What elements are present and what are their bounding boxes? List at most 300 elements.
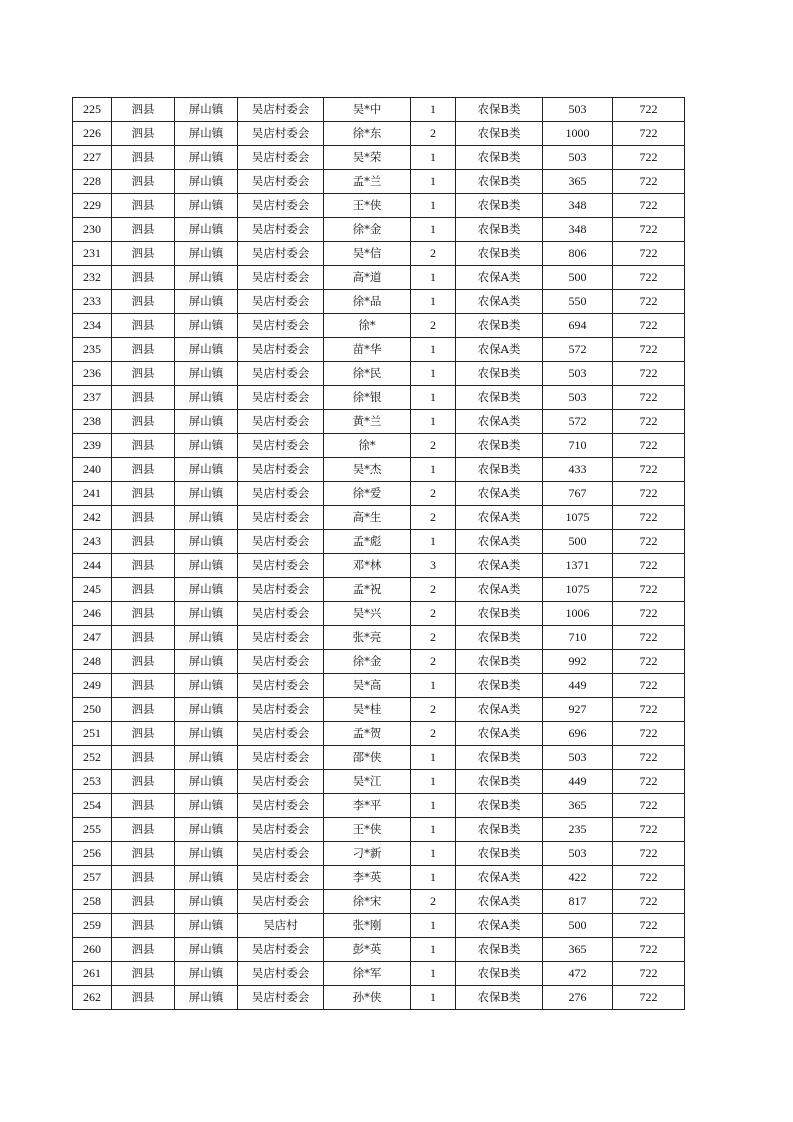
village-cell: 吴店村委会 bbox=[238, 146, 324, 170]
household-size-cell: 1 bbox=[411, 218, 456, 242]
table-row bbox=[73, 602, 685, 626]
name-cell: 吴*高 bbox=[324, 674, 411, 698]
town-cell: 屏山镇 bbox=[175, 962, 238, 986]
village-cell: 吴店村委会 bbox=[238, 266, 324, 290]
name-cell: 徐*民 bbox=[324, 362, 411, 386]
town-cell: 屏山镇 bbox=[175, 794, 238, 818]
county-cell: 泗县 bbox=[112, 242, 175, 266]
category-cell: 农保B类 bbox=[456, 362, 543, 386]
county-cell: 泗县 bbox=[112, 530, 175, 554]
category-cell: 农保A类 bbox=[456, 698, 543, 722]
category-cell: 农保A类 bbox=[456, 554, 543, 578]
town-cell: 屏山镇 bbox=[175, 458, 238, 482]
town-cell: 屏山镇 bbox=[175, 122, 238, 146]
row-number-cell: 234 bbox=[73, 314, 112, 338]
name-cell: 徐*宋 bbox=[324, 890, 411, 914]
category-cell: 农保B类 bbox=[456, 770, 543, 794]
village-cell: 吴店村委会 bbox=[238, 866, 324, 890]
town-cell: 屏山镇 bbox=[175, 194, 238, 218]
town-cell: 屏山镇 bbox=[175, 410, 238, 434]
name-cell: 孙*侠 bbox=[324, 986, 411, 1010]
table-row bbox=[73, 794, 685, 818]
town-cell: 屏山镇 bbox=[175, 770, 238, 794]
standard-cell: 722 bbox=[613, 314, 685, 338]
town-cell: 屏山镇 bbox=[175, 506, 238, 530]
town-cell: 屏山镇 bbox=[175, 218, 238, 242]
town-cell: 屏山镇 bbox=[175, 866, 238, 890]
town-cell: 屏山镇 bbox=[175, 722, 238, 746]
category-cell: 农保B类 bbox=[456, 314, 543, 338]
name-cell: 吴*信 bbox=[324, 242, 411, 266]
category-cell: 农保B类 bbox=[456, 650, 543, 674]
category-cell: 农保A类 bbox=[456, 722, 543, 746]
amount-cell: 235 bbox=[543, 818, 613, 842]
row-number-cell: 250 bbox=[73, 698, 112, 722]
town-cell: 屏山镇 bbox=[175, 146, 238, 170]
amount-cell: 1075 bbox=[543, 506, 613, 530]
standard-cell: 722 bbox=[613, 194, 685, 218]
village-cell: 吴店村委会 bbox=[238, 722, 324, 746]
row-number-cell: 242 bbox=[73, 506, 112, 530]
county-cell: 泗县 bbox=[112, 986, 175, 1010]
table-row bbox=[73, 362, 685, 386]
amount-cell: 1006 bbox=[543, 602, 613, 626]
data-table bbox=[72, 97, 685, 1010]
name-cell: 吴*兴 bbox=[324, 602, 411, 626]
row-number-cell: 254 bbox=[73, 794, 112, 818]
county-cell: 泗县 bbox=[112, 290, 175, 314]
household-size-cell: 1 bbox=[411, 866, 456, 890]
table-row bbox=[73, 866, 685, 890]
category-cell: 农保B类 bbox=[456, 122, 543, 146]
category-cell: 农保A类 bbox=[456, 578, 543, 602]
row-number-cell: 245 bbox=[73, 578, 112, 602]
category-cell: 农保B类 bbox=[456, 962, 543, 986]
amount-cell: 348 bbox=[543, 194, 613, 218]
name-cell: 徐*金 bbox=[324, 218, 411, 242]
amount-cell: 503 bbox=[543, 386, 613, 410]
standard-cell: 722 bbox=[613, 338, 685, 362]
standard-cell: 722 bbox=[613, 170, 685, 194]
household-size-cell: 1 bbox=[411, 914, 456, 938]
town-cell: 屏山镇 bbox=[175, 842, 238, 866]
name-cell: 高*生 bbox=[324, 506, 411, 530]
name-cell: 徐*品 bbox=[324, 290, 411, 314]
county-cell: 泗县 bbox=[112, 458, 175, 482]
category-cell: 农保B类 bbox=[456, 98, 543, 122]
category-cell: 农保B类 bbox=[456, 674, 543, 698]
town-cell: 屏山镇 bbox=[175, 554, 238, 578]
county-cell: 泗县 bbox=[112, 722, 175, 746]
table-row bbox=[73, 386, 685, 410]
household-size-cell: 1 bbox=[411, 386, 456, 410]
amount-cell: 992 bbox=[543, 650, 613, 674]
village-cell: 吴店村委会 bbox=[238, 170, 324, 194]
household-size-cell: 2 bbox=[411, 122, 456, 146]
village-cell: 吴店村委会 bbox=[238, 602, 324, 626]
category-cell: 农保B类 bbox=[456, 938, 543, 962]
village-cell: 吴店村委会 bbox=[238, 986, 324, 1010]
town-cell: 屏山镇 bbox=[175, 386, 238, 410]
standard-cell: 722 bbox=[613, 122, 685, 146]
amount-cell: 433 bbox=[543, 458, 613, 482]
category-cell: 农保B类 bbox=[456, 842, 543, 866]
county-cell: 泗县 bbox=[112, 218, 175, 242]
name-cell: 徐*银 bbox=[324, 386, 411, 410]
name-cell: 王*侠 bbox=[324, 818, 411, 842]
county-cell: 泗县 bbox=[112, 674, 175, 698]
village-cell: 吴店村委会 bbox=[238, 434, 324, 458]
county-cell: 泗县 bbox=[112, 122, 175, 146]
name-cell: 李*平 bbox=[324, 794, 411, 818]
standard-cell: 722 bbox=[613, 674, 685, 698]
amount-cell: 365 bbox=[543, 794, 613, 818]
household-size-cell: 1 bbox=[411, 98, 456, 122]
village-cell: 吴店村委会 bbox=[238, 482, 324, 506]
amount-cell: 503 bbox=[543, 362, 613, 386]
name-cell: 李*英 bbox=[324, 866, 411, 890]
standard-cell: 722 bbox=[613, 530, 685, 554]
name-cell: 邓*林 bbox=[324, 554, 411, 578]
name-cell: 徐*东 bbox=[324, 122, 411, 146]
village-cell: 吴店村委会 bbox=[238, 314, 324, 338]
village-cell: 吴店村委会 bbox=[238, 674, 324, 698]
household-size-cell: 2 bbox=[411, 626, 456, 650]
amount-cell: 503 bbox=[543, 146, 613, 170]
county-cell: 泗县 bbox=[112, 410, 175, 434]
row-number-cell: 233 bbox=[73, 290, 112, 314]
amount-cell: 503 bbox=[543, 842, 613, 866]
village-cell: 吴店村委会 bbox=[238, 794, 324, 818]
category-cell: 农保B类 bbox=[456, 602, 543, 626]
county-cell: 泗县 bbox=[112, 506, 175, 530]
standard-cell: 722 bbox=[613, 482, 685, 506]
village-cell: 吴店村委会 bbox=[238, 458, 324, 482]
name-cell: 苗*华 bbox=[324, 338, 411, 362]
village-cell: 吴店村委会 bbox=[238, 770, 324, 794]
row-number-cell: 230 bbox=[73, 218, 112, 242]
county-cell: 泗县 bbox=[112, 962, 175, 986]
town-cell: 屏山镇 bbox=[175, 938, 238, 962]
village-cell: 吴店村委会 bbox=[238, 386, 324, 410]
household-size-cell: 2 bbox=[411, 314, 456, 338]
town-cell: 屏山镇 bbox=[175, 914, 238, 938]
county-cell: 泗县 bbox=[112, 794, 175, 818]
household-size-cell: 2 bbox=[411, 650, 456, 674]
household-size-cell: 1 bbox=[411, 674, 456, 698]
household-size-cell: 2 bbox=[411, 434, 456, 458]
standard-cell: 722 bbox=[613, 290, 685, 314]
village-cell: 吴店村委会 bbox=[238, 290, 324, 314]
category-cell: 农保A类 bbox=[456, 530, 543, 554]
row-number-cell: 240 bbox=[73, 458, 112, 482]
table-row bbox=[73, 530, 685, 554]
village-cell: 吴店村委会 bbox=[238, 818, 324, 842]
amount-cell: 348 bbox=[543, 218, 613, 242]
town-cell: 屏山镇 bbox=[175, 650, 238, 674]
table-row bbox=[73, 242, 685, 266]
standard-cell: 722 bbox=[613, 242, 685, 266]
name-cell: 徐* bbox=[324, 434, 411, 458]
amount-cell: 500 bbox=[543, 530, 613, 554]
village-cell: 吴店村委会 bbox=[238, 890, 324, 914]
village-cell: 吴店村 bbox=[238, 914, 324, 938]
town-cell: 屏山镇 bbox=[175, 818, 238, 842]
county-cell: 泗县 bbox=[112, 626, 175, 650]
standard-cell: 722 bbox=[613, 434, 685, 458]
household-size-cell: 2 bbox=[411, 698, 456, 722]
table-row bbox=[73, 458, 685, 482]
county-cell: 泗县 bbox=[112, 890, 175, 914]
village-cell: 吴店村委会 bbox=[238, 962, 324, 986]
county-cell: 泗县 bbox=[112, 98, 175, 122]
standard-cell: 722 bbox=[613, 410, 685, 434]
table-row bbox=[73, 290, 685, 314]
row-number-cell: 241 bbox=[73, 482, 112, 506]
category-cell: 农保B类 bbox=[456, 170, 543, 194]
name-cell: 吴*中 bbox=[324, 98, 411, 122]
county-cell: 泗县 bbox=[112, 602, 175, 626]
household-size-cell: 1 bbox=[411, 410, 456, 434]
household-size-cell: 1 bbox=[411, 266, 456, 290]
standard-cell: 722 bbox=[613, 698, 685, 722]
name-cell: 徐*爱 bbox=[324, 482, 411, 506]
village-cell: 吴店村委会 bbox=[238, 530, 324, 554]
town-cell: 屏山镇 bbox=[175, 290, 238, 314]
county-cell: 泗县 bbox=[112, 386, 175, 410]
table-row bbox=[73, 626, 685, 650]
household-size-cell: 1 bbox=[411, 338, 456, 362]
name-cell: 吴*荣 bbox=[324, 146, 411, 170]
county-cell: 泗县 bbox=[112, 698, 175, 722]
standard-cell: 722 bbox=[613, 746, 685, 770]
household-size-cell: 2 bbox=[411, 890, 456, 914]
table-row bbox=[73, 98, 685, 122]
county-cell: 泗县 bbox=[112, 866, 175, 890]
village-cell: 吴店村委会 bbox=[238, 410, 324, 434]
amount-cell: 276 bbox=[543, 986, 613, 1010]
row-number-cell: 244 bbox=[73, 554, 112, 578]
town-cell: 屏山镇 bbox=[175, 626, 238, 650]
standard-cell: 722 bbox=[613, 578, 685, 602]
row-number-cell: 227 bbox=[73, 146, 112, 170]
name-cell: 邵*侠 bbox=[324, 746, 411, 770]
amount-cell: 449 bbox=[543, 770, 613, 794]
table-row bbox=[73, 986, 685, 1010]
town-cell: 屏山镇 bbox=[175, 434, 238, 458]
table-row bbox=[73, 482, 685, 506]
table-row bbox=[73, 938, 685, 962]
county-cell: 泗县 bbox=[112, 338, 175, 362]
amount-cell: 572 bbox=[543, 338, 613, 362]
amount-cell: 365 bbox=[543, 170, 613, 194]
name-cell: 徐*金 bbox=[324, 650, 411, 674]
name-cell: 徐*军 bbox=[324, 962, 411, 986]
household-size-cell: 1 bbox=[411, 170, 456, 194]
household-size-cell: 2 bbox=[411, 578, 456, 602]
standard-cell: 722 bbox=[613, 218, 685, 242]
table-row bbox=[73, 578, 685, 602]
county-cell: 泗县 bbox=[112, 314, 175, 338]
category-cell: 农保B类 bbox=[456, 458, 543, 482]
village-cell: 吴店村委会 bbox=[238, 242, 324, 266]
amount-cell: 710 bbox=[543, 626, 613, 650]
name-cell: 黄*兰 bbox=[324, 410, 411, 434]
name-cell: 孟*兰 bbox=[324, 170, 411, 194]
row-number-cell: 251 bbox=[73, 722, 112, 746]
table-row bbox=[73, 818, 685, 842]
category-cell: 农保B类 bbox=[456, 818, 543, 842]
row-number-cell: 237 bbox=[73, 386, 112, 410]
household-size-cell: 3 bbox=[411, 554, 456, 578]
village-cell: 吴店村委会 bbox=[238, 842, 324, 866]
table-row bbox=[73, 338, 685, 362]
table-row bbox=[73, 722, 685, 746]
household-size-cell: 2 bbox=[411, 722, 456, 746]
county-cell: 泗县 bbox=[112, 818, 175, 842]
name-cell: 孟*祝 bbox=[324, 578, 411, 602]
category-cell: 农保B类 bbox=[456, 386, 543, 410]
category-cell: 农保B类 bbox=[456, 146, 543, 170]
town-cell: 屏山镇 bbox=[175, 986, 238, 1010]
row-number-cell: 226 bbox=[73, 122, 112, 146]
amount-cell: 696 bbox=[543, 722, 613, 746]
amount-cell: 449 bbox=[543, 674, 613, 698]
standard-cell: 722 bbox=[613, 938, 685, 962]
household-size-cell: 1 bbox=[411, 146, 456, 170]
town-cell: 屏山镇 bbox=[175, 746, 238, 770]
amount-cell: 927 bbox=[543, 698, 613, 722]
category-cell: 农保A类 bbox=[456, 290, 543, 314]
village-cell: 吴店村委会 bbox=[238, 698, 324, 722]
amount-cell: 365 bbox=[543, 938, 613, 962]
household-size-cell: 2 bbox=[411, 482, 456, 506]
standard-cell: 722 bbox=[613, 890, 685, 914]
category-cell: 农保A类 bbox=[456, 482, 543, 506]
row-number-cell: 228 bbox=[73, 170, 112, 194]
table-row bbox=[73, 962, 685, 986]
town-cell: 屏山镇 bbox=[175, 698, 238, 722]
standard-cell: 722 bbox=[613, 386, 685, 410]
town-cell: 屏山镇 bbox=[175, 266, 238, 290]
town-cell: 屏山镇 bbox=[175, 602, 238, 626]
name-cell: 刁*新 bbox=[324, 842, 411, 866]
table-row bbox=[73, 266, 685, 290]
name-cell: 吴*江 bbox=[324, 770, 411, 794]
table-row bbox=[73, 554, 685, 578]
table-row bbox=[73, 170, 685, 194]
category-cell: 农保A类 bbox=[456, 506, 543, 530]
village-cell: 吴店村委会 bbox=[238, 578, 324, 602]
table-row bbox=[73, 650, 685, 674]
county-cell: 泗县 bbox=[112, 482, 175, 506]
category-cell: 农保B类 bbox=[456, 242, 543, 266]
town-cell: 屏山镇 bbox=[175, 242, 238, 266]
table-row bbox=[73, 410, 685, 434]
village-cell: 吴店村委会 bbox=[238, 626, 324, 650]
county-cell: 泗县 bbox=[112, 914, 175, 938]
row-number-cell: 246 bbox=[73, 602, 112, 626]
name-cell: 王*侠 bbox=[324, 194, 411, 218]
county-cell: 泗县 bbox=[112, 146, 175, 170]
standard-cell: 722 bbox=[613, 818, 685, 842]
town-cell: 屏山镇 bbox=[175, 890, 238, 914]
table-row bbox=[73, 914, 685, 938]
standard-cell: 722 bbox=[613, 458, 685, 482]
standard-cell: 722 bbox=[613, 650, 685, 674]
row-number-cell: 235 bbox=[73, 338, 112, 362]
table-row bbox=[73, 434, 685, 458]
town-cell: 屏山镇 bbox=[175, 98, 238, 122]
household-size-cell: 1 bbox=[411, 458, 456, 482]
row-number-cell: 249 bbox=[73, 674, 112, 698]
household-size-cell: 1 bbox=[411, 986, 456, 1010]
category-cell: 农保B类 bbox=[456, 746, 543, 770]
amount-cell: 503 bbox=[543, 98, 613, 122]
town-cell: 屏山镇 bbox=[175, 674, 238, 698]
name-cell: 孟*彪 bbox=[324, 530, 411, 554]
standard-cell: 722 bbox=[613, 98, 685, 122]
category-cell: 农保B类 bbox=[456, 986, 543, 1010]
county-cell: 泗县 bbox=[112, 554, 175, 578]
household-size-cell: 1 bbox=[411, 842, 456, 866]
amount-cell: 694 bbox=[543, 314, 613, 338]
standard-cell: 722 bbox=[613, 506, 685, 530]
row-number-cell: 238 bbox=[73, 410, 112, 434]
table-row bbox=[73, 218, 685, 242]
village-cell: 吴店村委会 bbox=[238, 506, 324, 530]
county-cell: 泗县 bbox=[112, 650, 175, 674]
table-row bbox=[73, 698, 685, 722]
row-number-cell: 257 bbox=[73, 866, 112, 890]
standard-cell: 722 bbox=[613, 602, 685, 626]
county-cell: 泗县 bbox=[112, 362, 175, 386]
household-size-cell: 1 bbox=[411, 794, 456, 818]
amount-cell: 500 bbox=[543, 914, 613, 938]
row-number-cell: 262 bbox=[73, 986, 112, 1010]
standard-cell: 722 bbox=[613, 794, 685, 818]
household-size-cell: 1 bbox=[411, 962, 456, 986]
county-cell: 泗县 bbox=[112, 434, 175, 458]
amount-cell: 806 bbox=[543, 242, 613, 266]
category-cell: 农保B类 bbox=[456, 218, 543, 242]
amount-cell: 1075 bbox=[543, 578, 613, 602]
household-size-cell: 1 bbox=[411, 746, 456, 770]
name-cell: 张*刚 bbox=[324, 914, 411, 938]
standard-cell: 722 bbox=[613, 626, 685, 650]
row-number-cell: 256 bbox=[73, 842, 112, 866]
row-number-cell: 261 bbox=[73, 962, 112, 986]
town-cell: 屏山镇 bbox=[175, 314, 238, 338]
table-row bbox=[73, 194, 685, 218]
data-table-container bbox=[72, 97, 684, 1010]
village-cell: 吴店村委会 bbox=[238, 938, 324, 962]
amount-cell: 550 bbox=[543, 290, 613, 314]
household-size-cell: 2 bbox=[411, 506, 456, 530]
standard-cell: 722 bbox=[613, 986, 685, 1010]
county-cell: 泗县 bbox=[112, 770, 175, 794]
amount-cell: 503 bbox=[543, 746, 613, 770]
amount-cell: 1371 bbox=[543, 554, 613, 578]
table-row bbox=[73, 506, 685, 530]
category-cell: 农保A类 bbox=[456, 266, 543, 290]
village-cell: 吴店村委会 bbox=[238, 218, 324, 242]
name-cell: 张*亮 bbox=[324, 626, 411, 650]
household-size-cell: 1 bbox=[411, 818, 456, 842]
county-cell: 泗县 bbox=[112, 746, 175, 770]
row-number-cell: 229 bbox=[73, 194, 112, 218]
amount-cell: 817 bbox=[543, 890, 613, 914]
